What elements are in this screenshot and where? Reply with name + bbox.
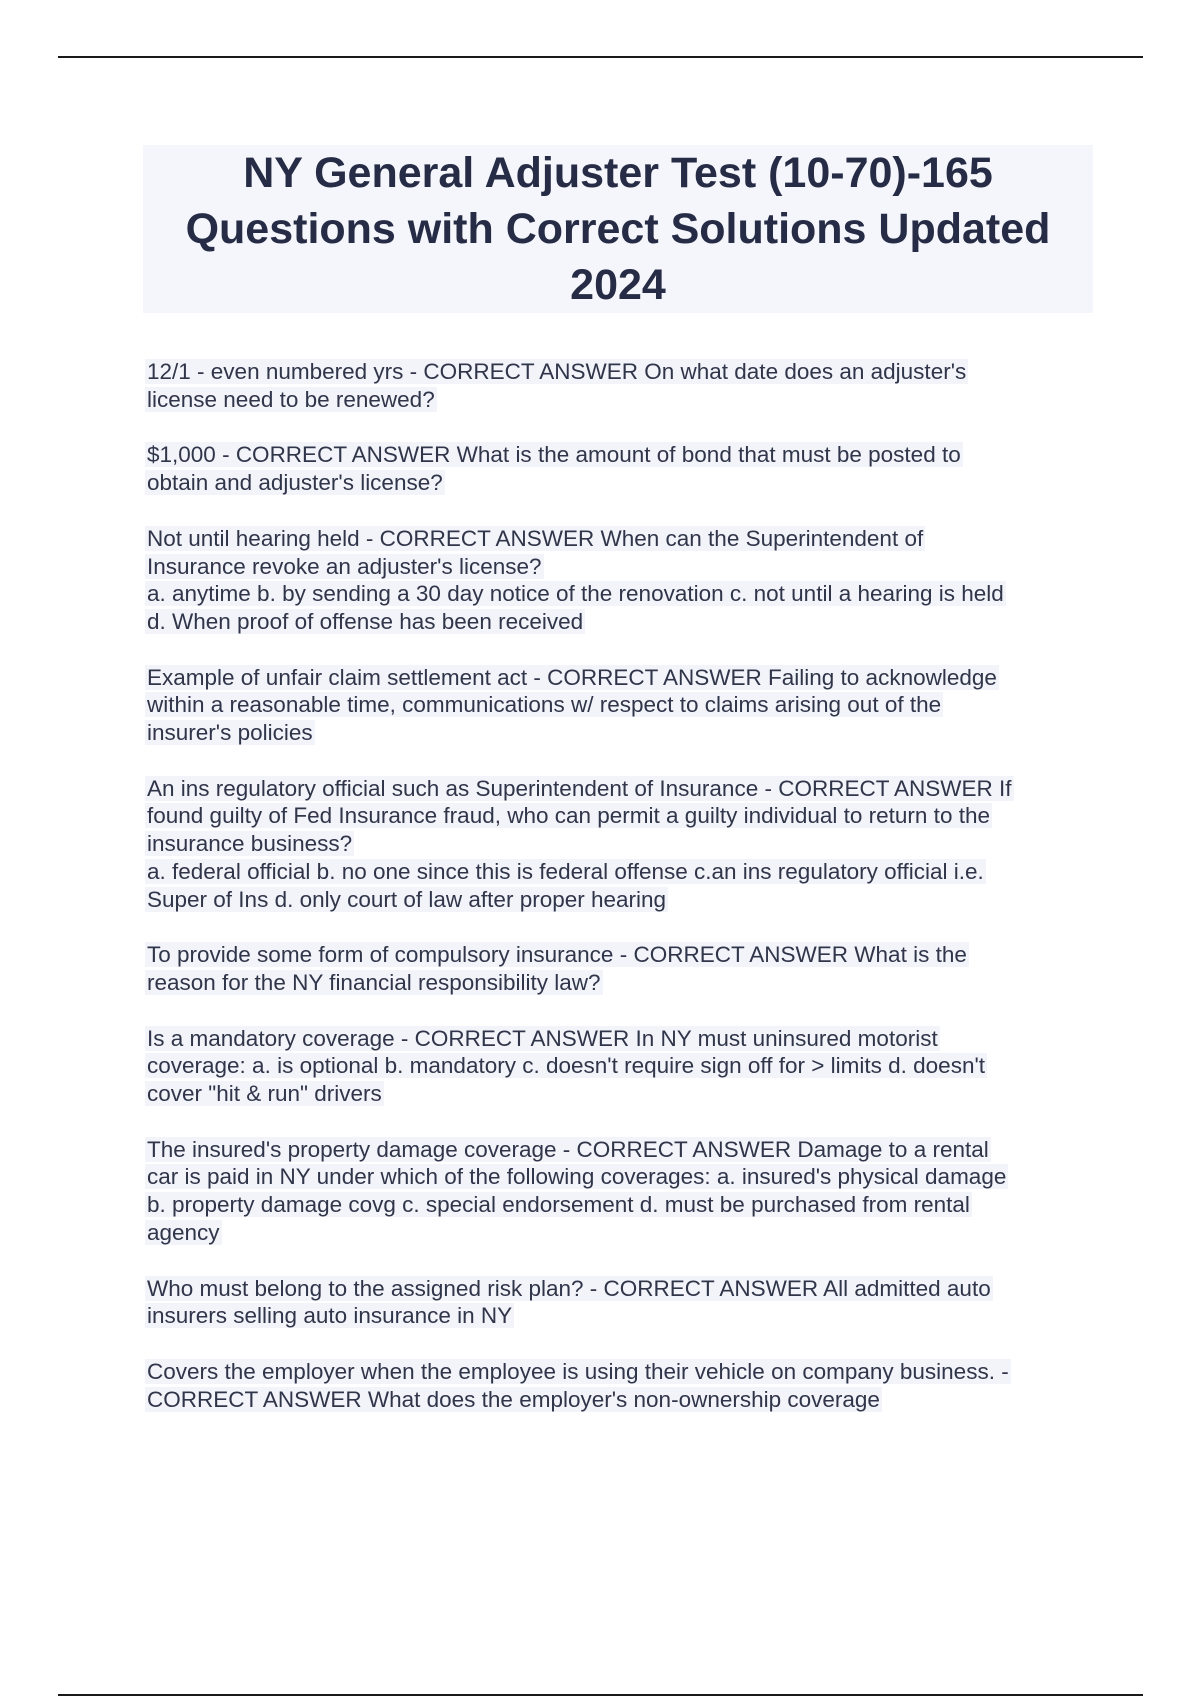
qa-line-text: b. property damage covg c. special endorsement d. must be purchased from rental — [147, 1192, 970, 1218]
qa-line — [145, 941, 1080, 969]
qa-line-text: The insured's property damage coverage - CORRECT ANSWER Damage to a rental — [147, 1136, 989, 1162]
qa-line-text: $1,000 - CORRECT ANSWER What is the amount of bond that must be posted to — [147, 442, 961, 468]
qa-entry — [145, 664, 1080, 747]
qa-entry — [145, 1136, 1080, 1247]
qa-line-text: insurer's policies — [147, 720, 313, 746]
qa-line — [145, 1052, 1080, 1080]
document-title: NY General Adjuster Test (10-70)-165 Questions with Correct Solutions Updated 2024 — [185, 149, 1051, 309]
qa-line — [145, 1219, 1080, 1247]
qa-line — [145, 1191, 1080, 1219]
qa-line-text: within a reasonable time, communications w/ respect to claims arising out of the — [147, 692, 942, 718]
qa-line-text: car is paid in NY under which of the following coverages: a. insured's physical damage — [147, 1164, 1007, 1190]
qa-entry — [145, 1275, 1080, 1330]
title-block — [143, 145, 1093, 313]
qa-line — [145, 802, 1080, 830]
qa-line — [145, 719, 1080, 747]
qa-line — [145, 1275, 1080, 1303]
qa-line-text: agency — [147, 1219, 220, 1245]
qa-line — [145, 386, 1080, 414]
qa-line-text: Super of Ins d. only court of law after proper hearing — [147, 886, 667, 912]
qa-line-text: reason for the NY financial responsibility law? — [147, 969, 601, 995]
qa-line — [145, 525, 1080, 553]
qa-line — [145, 608, 1080, 636]
qa-line — [145, 1163, 1080, 1191]
qa-line-text: d. When proof of offense has been received — [147, 608, 584, 634]
qa-line — [145, 886, 1080, 914]
qa-line-text: Who must belong to the assigned risk plan? - CORRECT ANSWER All admitted auto — [147, 1275, 991, 1301]
qa-line-text: Example of unfair claim settlement act - CORRECT ANSWER Failing to acknowledge — [147, 664, 997, 690]
qa-line — [145, 441, 1080, 469]
qa-line-text: license need to be renewed? — [147, 386, 435, 412]
qa-entry — [145, 525, 1080, 636]
qa-line-text: Covers the employer when the employee is using their vehicle on company business. - — [147, 1358, 1009, 1384]
qa-line-text: Insurance revoke an adjuster's license? — [147, 553, 542, 579]
qa-line-text: coverage: a. is optional b. mandatory c. doesn't require sign off for > limits d. doesn't — [147, 1053, 986, 1079]
qa-line-text: Is a mandatory coverage - CORRECT ANSWER In NY must uninsured motorist — [147, 1025, 938, 1051]
qa-line-text: found guilty of Fed Insurance fraud, who can permit a guilty individual to return to the — [147, 803, 990, 829]
qa-line-text: insurers selling auto insurance in NY — [147, 1303, 513, 1329]
qa-line — [145, 1302, 1080, 1330]
qa-line-text: To provide some form of compulsory insurance - CORRECT ANSWER What is the — [147, 942, 967, 968]
qa-line — [145, 775, 1080, 803]
qa-line — [145, 358, 1080, 386]
qa-entry — [145, 1025, 1080, 1108]
qa-line — [145, 580, 1080, 608]
qa-line-text: cover "hit & run" drivers — [147, 1081, 382, 1107]
qa-line — [145, 469, 1080, 497]
qa-line — [145, 664, 1080, 692]
qa-list — [145, 358, 1080, 1441]
qa-line — [145, 1025, 1080, 1053]
qa-line — [145, 691, 1080, 719]
qa-line — [145, 969, 1080, 997]
top-rule — [58, 56, 1143, 58]
bottom-rule — [58, 1694, 1143, 1696]
qa-entry — [145, 441, 1080, 496]
qa-line-text: Not until hearing held - CORRECT ANSWER When can the Superintendent of — [147, 525, 924, 551]
qa-entry — [145, 358, 1080, 413]
qa-line — [145, 1358, 1080, 1386]
qa-line — [145, 1080, 1080, 1108]
qa-line-text: a. federal official b. no one since this is federal offense c.an ins regulatory official i.e. — [147, 858, 984, 884]
qa-line — [145, 830, 1080, 858]
qa-entry — [145, 1358, 1080, 1413]
qa-entry — [145, 775, 1080, 914]
qa-line — [145, 553, 1080, 581]
qa-line-text: insurance business? — [147, 831, 353, 857]
qa-line-text: An ins regulatory official such as Superintendent of Insurance - CORRECT ANSWER If — [147, 775, 1012, 801]
qa-line — [145, 858, 1080, 886]
qa-line-text: 12/1 - even numbered yrs - CORRECT ANSWER On what date does an adjuster's — [147, 359, 967, 384]
qa-line-text: a. anytime b. by sending a 30 day notice of the renovation c. not until a hearing is held — [147, 581, 1004, 607]
qa-line-text: obtain and adjuster's license? — [147, 470, 443, 496]
qa-line — [145, 1386, 1080, 1414]
qa-line — [145, 1136, 1080, 1164]
qa-entry — [145, 941, 1080, 996]
qa-line-text: CORRECT ANSWER What does the employer's non-ownership coverage — [147, 1386, 880, 1412]
